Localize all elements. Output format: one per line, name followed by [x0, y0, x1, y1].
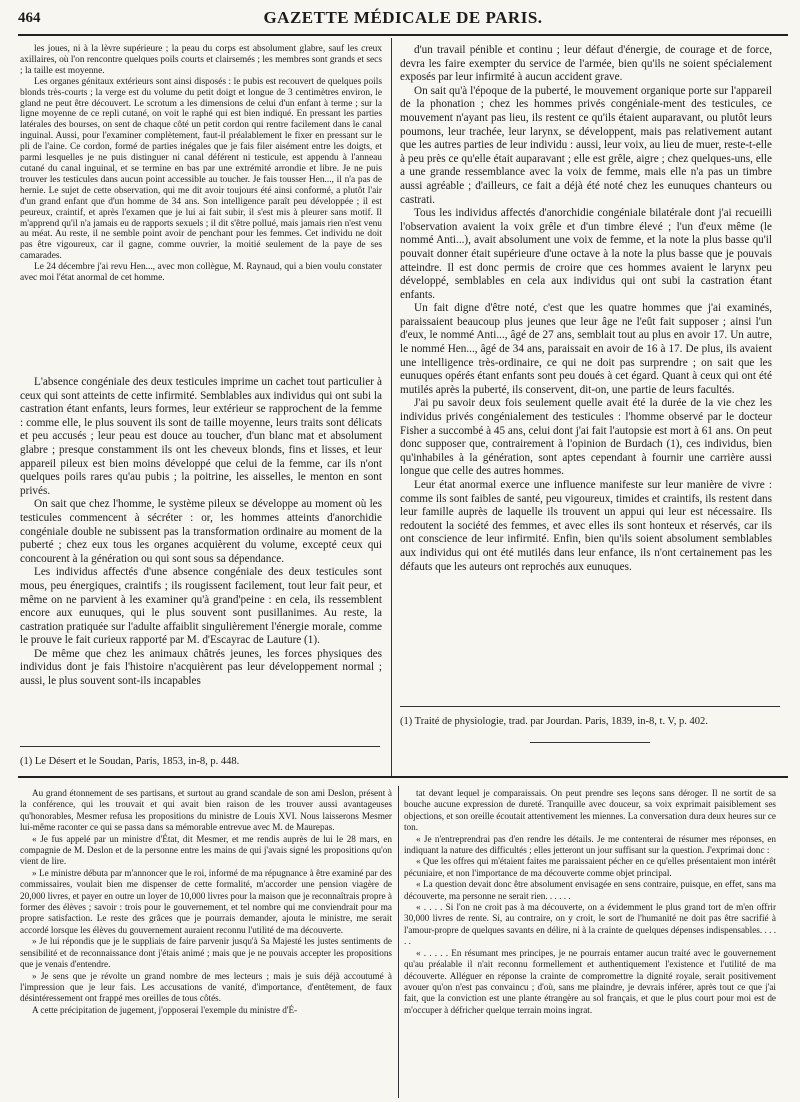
- paragraph: » Je sens que je révolte un grand nombre de mes lecteurs ; mais je suis déjà accoutumé à l'impression que je leur fais. Les accusations de vanité, d'importance, d'entêtement, de faux désintéressement ont frappé mes oreilles de tous côtés.: [20, 970, 392, 1004]
- paragraph: Les individus affectés d'une absence congéniale des deux testicules sont mous, peu énergiques, craintifs ; ils rougissent facilement, tout leur fait peur, et même on ne parvient à les examiner qu'à grand'peine : en cela, ils ressemblent encore aux eunuques, qui le plus souvent sont pusillanimes. Au reste, la castration pratiquée sur l'adulte affaiblit singulièrement l'énergie morale, comme le prouve le fait curieux rapporté par M. d'Escayrac de Lauture (1).: [20, 566, 382, 647]
- paragraph: Au grand étonnement de ses partisans, et surtout au grand scandale de son ami Deslon, présent à la conférence, qui les trouvait et qui avait bien raison de les trouver aussi avantageuses qu'honorables, Mesmer refusa les propositions du ministre de Louis XVI. Nous laisserons Mesmer lui-même raconter ce qui se passa dans sa mémorable entrevue avec M. de Maurepas.: [20, 788, 392, 833]
- paragraph: Tous les individus affectés d'anorchidie congéniale bilatérale dont j'ai recueilli l'observation avaient la voix grêle et d'un timbre élevé ; l'un d'eux même (le nommé Anti...), avait absolument une voix de femme, et la note la plus basse qu'il pouvait donner était supérieure d'une octave à la note la plus basse que je pouvais atteindre. Il est donc permis de croire que ces hommes avaient le larynx peu développé, semblables en cela aux individus qui ont subi la castration étant enfants.: [400, 207, 772, 301]
- footnote-left: (1) Le Désert et le Soudan, Paris, 1853, in-8, p. 448.: [20, 756, 240, 767]
- paragraph: » Je lui répondis que je le suppliais de faire parvenir jusqu'à Sa Majesté les justes sentiments de sensibilité et de reconnaissance dont j'étais animé ; mais que je ne pouvais accepter les propositions que je venais d'entendre.: [20, 936, 392, 970]
- journal-title: GAZETTE MÉDICALE DE PARIS.: [263, 8, 543, 27]
- paragraph: » Le ministre débuta par m'annoncer que le roi, informé de ma répugnance à être examiné par des commissaires, voulait bien me dispenser de cette formalité, m'accorder une pension viagère de 20,000 livres, et payer en outre un loyer de 10,000 livres pour la maison que je reconnaîtrais propre à former des élèves ; savoir : trois pour le gouvernement, et tel nombre qui me conviendrait pour ma propre satisfaction. Le reste des grâces que je pourrais demander, ajouta le ministre, me serait accordé lorsque les élèves du gouvernement auraient reconnu l'utilité de ma découverte.: [20, 867, 392, 935]
- left-column-body: [20, 376, 382, 716]
- paragraph: On sait qu'à l'époque de la puberté, le mouvement organique porte sur l'appareil de la phonation ; chez les hommes privés congéniale-ment des testicules, ce mouvement n'ayant pas lieu, ils restent ce qu'ils étaient auparavant, ou plutôt leurs poumons, leur trachée, leur larynx, se développent, mais pas relativement autant que les autres parties de leur individu : aussi, leur voix, au lieu de muer, reste-t-elle à peu près ce qu'elle était auparavant ; elle est grêle, aigre ; chez quelques-uns, elle a une grande ressemblance avec la voix de femme, mais elle n'a pas un timbre aussi agréable ; d'ailleurs, ce fait a déjà été noté chez les eunuques chanteurs ou castrati.: [400, 84, 772, 206]
- paragraph: d'un travail pénible et continu ; leur défaut d'énergie, de courage et de force, devra les faire exempter du service de l'armée, bien qu'ils ne soient spécialement exposés par leur infirmité à aucun accident grave.: [400, 44, 772, 84]
- paragraph: L'absence congéniale des deux testicules imprime un cachet tout particulier à ceux qui sont atteints de cette infirmité. Semblables aux individus qui ont subi la castration étant enfants, leurs formes, leur extérieur se rapprochent de la femme : comme elle, le plus souvent ils sont de taille moyenne, leurs traits sont délicats et peu accusés ; leur peau est douce au toucher, d'un blanc mat et absolument glabre ; presque constamment ils ont les cheveux blonds, fins et lisses, et leur appareil pileux est bien moins développé que celui de la femme, car ils n'ont quelques poils rares qu'au pubis ; la poitrine, les aisselles, le menton en sont privés.: [20, 376, 382, 497]
- section-divider: [18, 776, 788, 778]
- paragraph: les joues, ni à la lèvre supérieure ; la peau du corps est absolument glabre, sauf les creux axillaires, où l'on rencontre quelques poils courts et clairsemés ; les membres sont grands et secs ; la taille est moyenne.: [20, 44, 382, 76]
- footnote-rule: [20, 746, 380, 747]
- paragraph: Leur état anormal exerce une influence manifeste sur leur manière de vivre : comme ils sont faibles de santé, peu vigoureux, timides et craintifs, ils restent dans leur famille auprès de laquelle ils trouvent un appui qui leur est nécessaire. Ils redoutent la société des femmes, et avec elles ils sont honteux et réservés, car ils ont conscience de leur infirmité. Enfin, bien qu'ils soient absolument semblables aux individus qui ont été mutilés dans leur enfance, ils n'ont certainement pas les défauts que les auteurs ont reprochés aux eunuques.: [400, 479, 772, 573]
- column-divider: [398, 786, 399, 1098]
- paragraph: Les organes génitaux extérieurs sont ainsi disposés : le pubis est recouvert de quelques poils blonds très-courts ; la verge est du volume du petit doigt et longue de 3 centimètres environ, le gland ne peut être découvert. Le scrotum a les dimensions de celui d'un enfant à terme ; sur la ligne moyenne de ce repli cutané, on voit le raphé qui est bien indiqué. En pressant les parties latérales des bourses, on sent de chaque côté un petit cordon qui rentre facilement dans le canal inguinal. Aussi, pour l'examiner complètement, faut-il préalablement le fixer en pressant sur le pli de l'aine. Ce cordon, formé de parties inégales que je fais filer aisément entre les doigts, et parmi lesquelles je ne puis distinguer ni canal déférent ni testicule, est appendu à l'anneau cutané du canal inguinal, et se termine en bas par une extrémité arrondie et libre. Je ne puis trouver les testicules dans aucun point accessible au toucher. Je fais tousser Hen..., il n'a pas de hernie. Le sujet de cette observation, qui me dit avoir toujours été ainsi conformé, a plutôt l'air d'un grand enfant que d'un homme de 34 ans. Son intelligence paraît peu développée ; il est peureux, craintif, et après l'examen que je lui ai fait subir, il s'est mis à pleurer sans motif. Il m'apprend qu'il n'a jamais eu de rapports sexuels ; il dit s'être pollué, mais jamais rien n'est venu au méat. Au reste, il ne semble point avoir de penchant pour les femmes. Cet individu ne doit pas être vigoureux, car il gagne, comme ouvrier, la moitié seulement de la paye de ses camarades.: [20, 76, 382, 262]
- paragraph: « Je n'entreprendrai pas d'en rendre les détails. Je me contenterai de résumer mes réponses, en indiquant la nature des difficultés ; elles jetteront un jour suffisant sur la question. J'exprimai donc :: [404, 833, 776, 856]
- feuilleton-left: [20, 788, 392, 1096]
- page-header: [18, 4, 788, 36]
- page-number: 464: [18, 10, 41, 26]
- paragraph: Un fait digne d'être noté, c'est que les quatre hommes que j'ai examinés, paraissaient beaucoup plus jeunes que leur âge ne l'eût fait supposer ; ainsi l'un d'eux, le nommé Anti..., âgé de 27 ans, semblait tout au plus en avoir 17. Un autre, le nommé Hen..., âgé de 34 ans, paraissait en avoir de 16 à 17. De plus, ils avaient une intelligence très-ordinaire, ce qui ne doit pas surprendre ; on sait que les eunuques opérés étant enfants sont peu doués à cet égard. Quant à ceux qui ont été mutilés après la puberté, ils conservent, dit-on, une partie de leurs facultés.: [400, 302, 772, 396]
- paragraph: « Que les offres qui m'étaient faites me paraissaient pécher en ce qu'elles présentaient mon intérêt pécuniaire, et non l'importance de ma découverte comme objet principal.: [404, 856, 776, 878]
- observation-text: [20, 44, 382, 364]
- footnote-right: (1) Traité de physiologie, trad. par Jourdan. Paris, 1839, in-8, t. V, p. 402.: [400, 716, 708, 727]
- paragraph: « La question devait donc être absolument envisagée en sens contraire, puisque, en effet, sans ma découverte, ma personne ne serait rien. . . . . .: [404, 879, 776, 901]
- divider: [530, 742, 650, 743]
- paragraph: « Je fus appelé par un ministre d'État, dit Mesmer, et me rendis auprès de lui le 28 mars, en compagnie de M. Deslon et de la personne entre les mains de qui j'avais signé les propositions qu'on vient de lire.: [20, 833, 392, 867]
- paragraph: tat devant lequel je comparaissais. On peut prendre ses leçons sans déroger. Il ne sortit de sa bouche aucune expression de dureté. Tranquille avec douceur, sa voix exprimait paisiblement ses objections, et son oreille écoutait attentivement les miennes. La conversation dura deux heures sur ce ton.: [404, 788, 776, 833]
- column-divider: [391, 38, 392, 776]
- feuilleton-right: [404, 788, 776, 1096]
- paragraph: On sait que chez l'homme, le système pileux se développe au moment où les testicules commencent à sécréter : or, les hommes atteints d'anorchidie congéniale double ne subissent pas la transformation ordinaire au moment de la puberté ; chez eux tous les organes acquièrent du volume, excepté ceux qui concourent à la génération ou qui sont sous sa dépendance.: [20, 498, 382, 565]
- paragraph: Le 24 décembre j'ai revu Hen..., avec mon collègue, M. Raynaud, qui a bien voulu constater avec moi l'état anormal de cet homme.: [20, 262, 382, 284]
- footnote-rule: [400, 706, 780, 707]
- paragraph: J'ai pu savoir deux fois seulement quelle avait été la durée de la vie chez les individus privés congénialement des testicules : l'homme observé par le docteur Fisher a succombé à 45 ans, celui dont j'ai fait l'autopsie est mort à 61 ans. On peut donc supposer que, contrairement à l'opinion de Burdach (1), ces individus, bien qu'inhabiles à la génération, sont aptes cependant à fournir une carrière aussi longue que celle des autres hommes.: [400, 397, 772, 478]
- paragraph: De même que chez les animaux châtrés jeunes, les forces physiques des individus dont je fais l'histoire n'acquièrent pas leur développement normal ; aussi, le plus souvent sont-ils incapables: [20, 647, 382, 688]
- paragraph: A cette précipitation de jugement, j'opposerai l'exemple du ministre d'É-: [32, 1004, 298, 1015]
- right-column-body: [400, 44, 772, 684]
- paragraph: « . . . . Si l'on ne croit pas à ma découverte, on a évidemment le plus grand tort de m'en offrir 30,000 livres de rente. Si, au contraire, on y croit, le sort de l'humanité ne doit pas être sacrifié à l'amour-propre de quelques savants en délire, ni à la crainte de quelques dépenses indispensables. . . . . .: [404, 902, 776, 947]
- paragraph: « . . . . . En résumant mes principes, je ne pourrais entamer aucun traité avec le gouvernement qu'au préalable il n'ait reconnu formellement et authentiquement l'existence et l'utilité de ma découverte. Alléguer en réponse la crainte de compromettre la dignité royale, serait positivement avouer qu'on n'est pas convaincu ; d'où, sans me plaindre, je devrais inférer, après tout ce que j'ai fait, que la conviction est une plante étrangère au sol français, et que le plus court pour moi est de m'occuper à défricher quelque terrain moins ingrat.: [404, 947, 776, 1015]
